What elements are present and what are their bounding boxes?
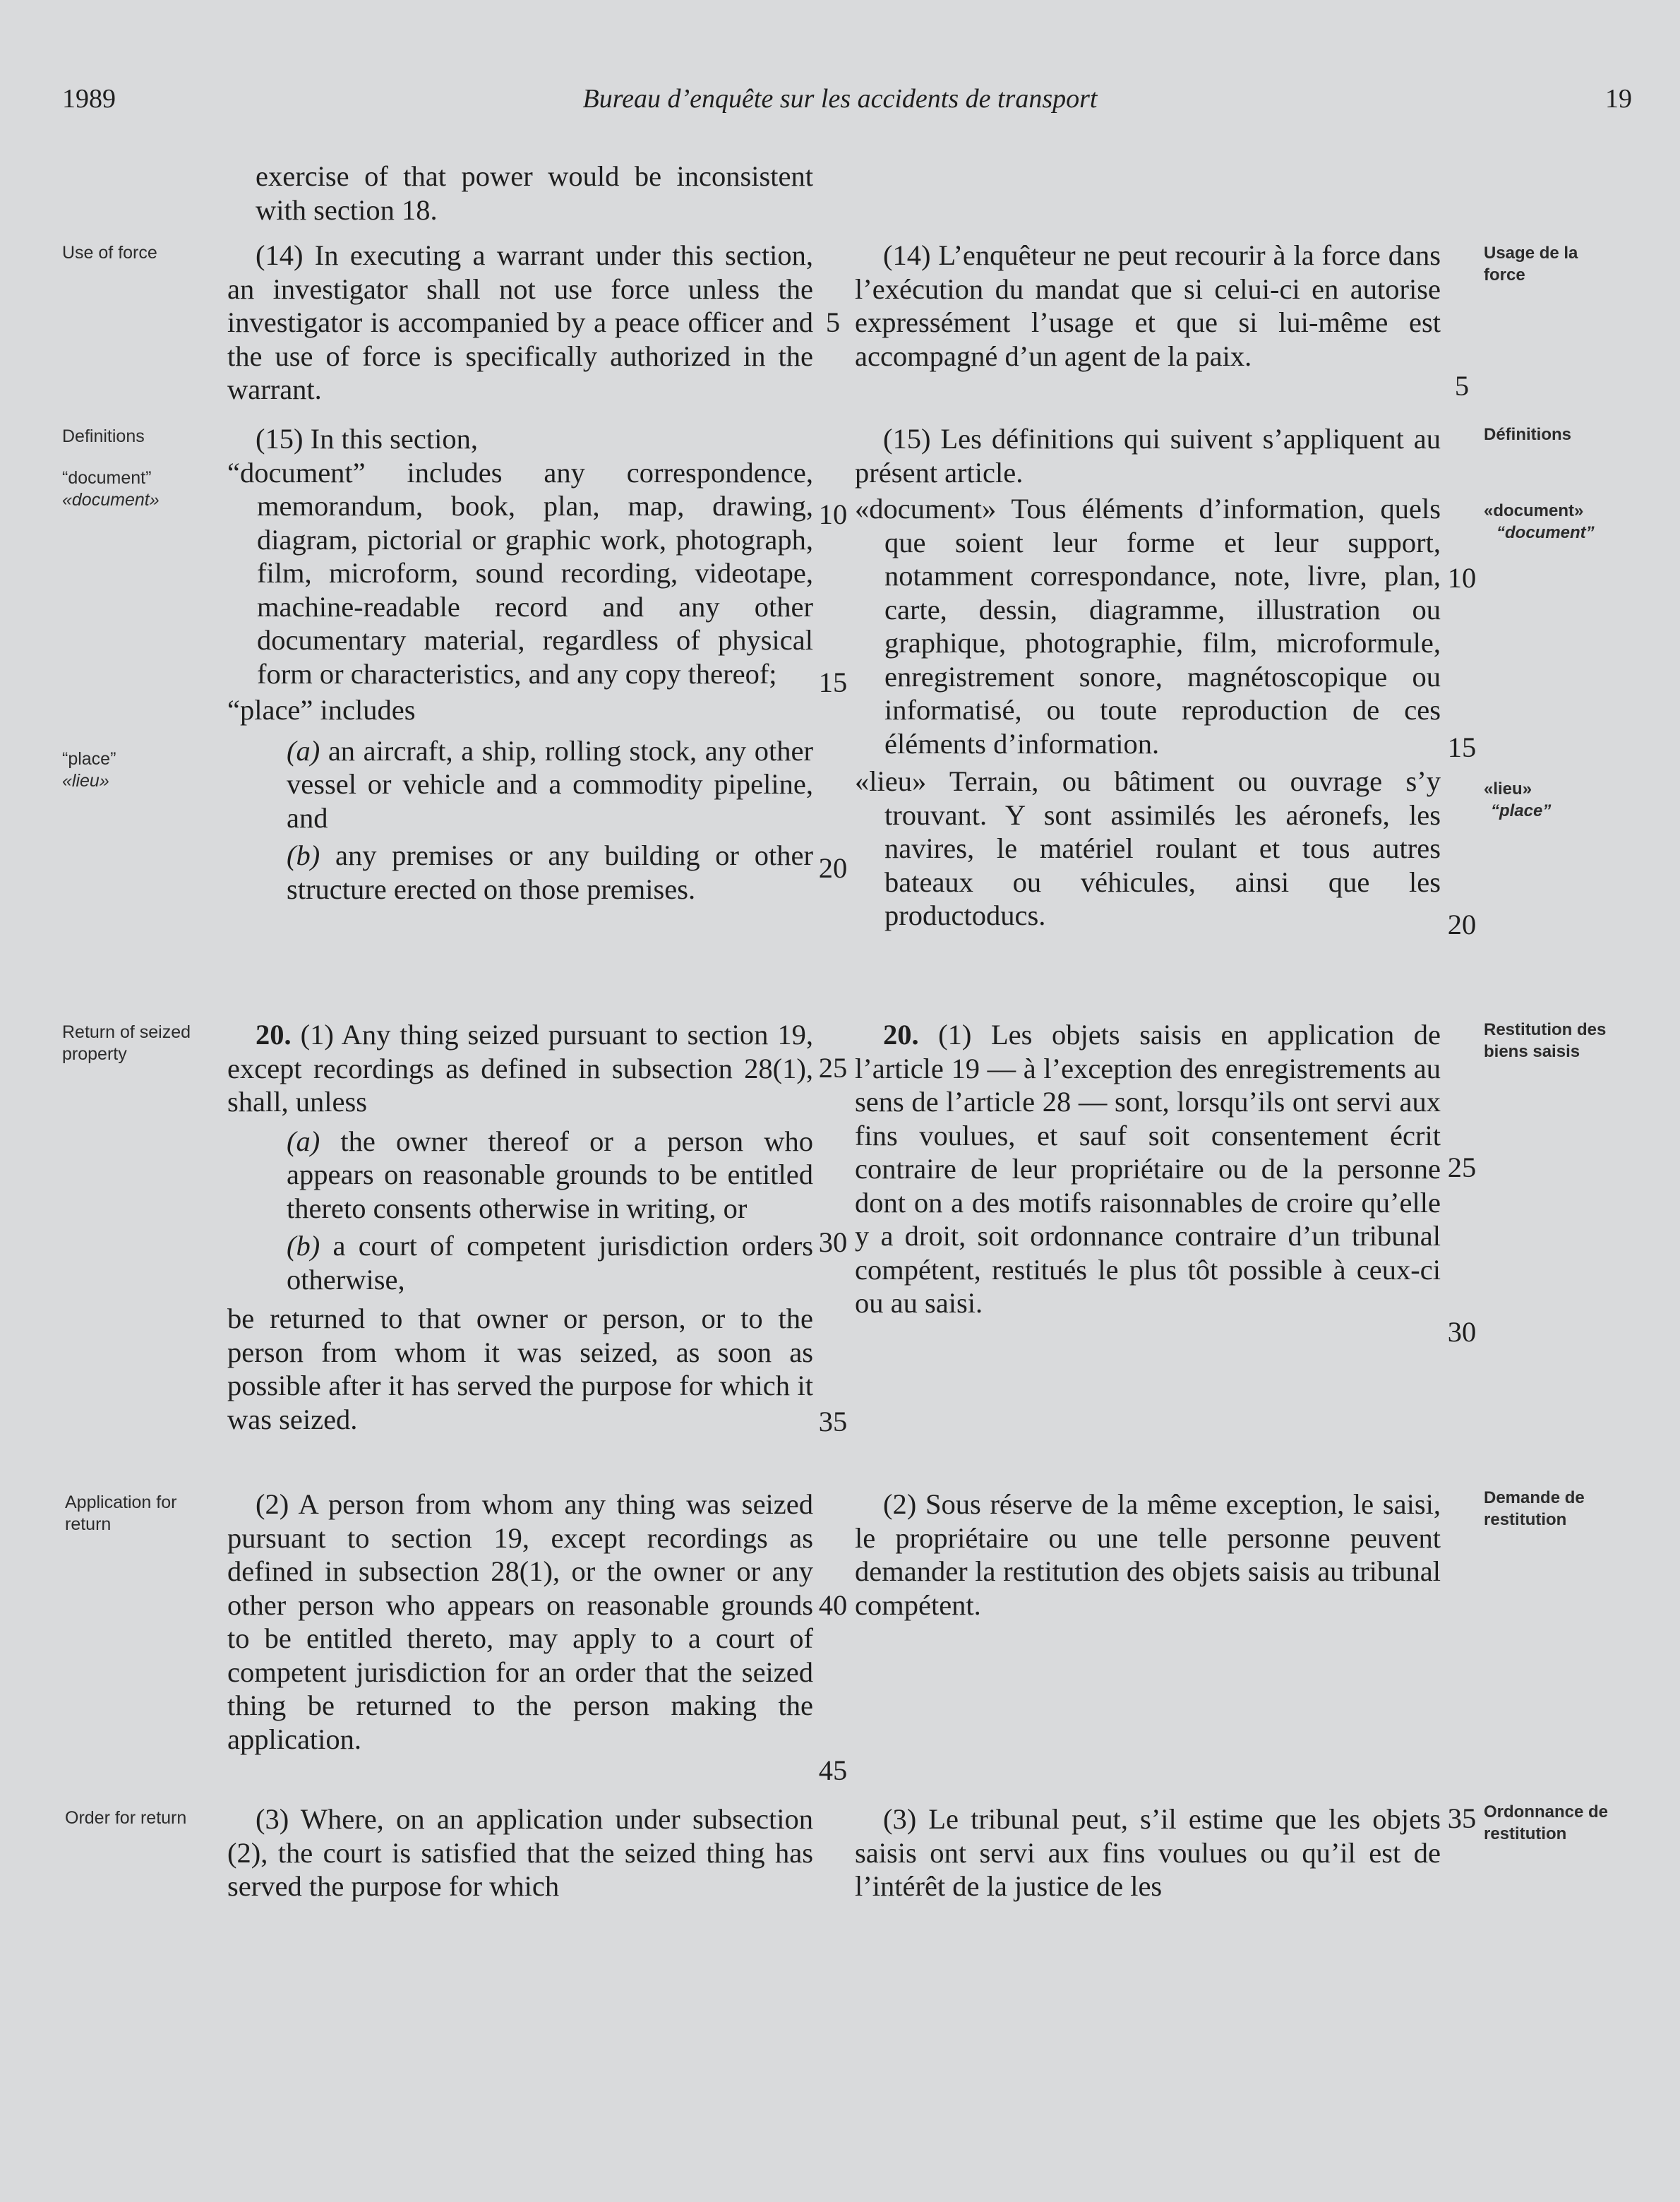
en-s20-b-label: (b) — [287, 1230, 320, 1262]
fr-section-14 — [855, 239, 1441, 373]
note-usage-force: Usage de la force — [1484, 244, 1578, 285]
note-return-seized: Return of seized property — [62, 1022, 191, 1064]
note-document — [62, 467, 196, 511]
en-s20-a-label: (a) — [287, 1125, 320, 1157]
fr-s20-1 — [855, 1018, 1441, 1320]
line-number: 10 — [818, 498, 848, 530]
en-s20-1-text: (1) Any thing seized pursuant to section 19, except recordings as defined in subsection 28(1), shall, unless — [227, 1019, 813, 1118]
en-place-a-text: an aircraft, a ship, rolling stock, any other vessel or vehicle and a commodity pipeline, and — [287, 734, 814, 834]
en-place-a — [227, 734, 813, 835]
en-place-b-text: any premises or any building or other structure erected on those premises. — [287, 839, 813, 905]
running-title: Bureau d’enquête sur les accidents de transport — [582, 84, 1098, 114]
fr-section-20 — [855, 1018, 1441, 1320]
en-place-b — [227, 839, 813, 906]
note-place-en: “place” — [62, 749, 116, 769]
en-place-b-label: (b) — [287, 839, 320, 871]
note-document-right-fr: «document» — [1484, 501, 1584, 520]
note-lieu-right — [1484, 778, 1625, 822]
en-s20-a — [227, 1125, 813, 1226]
en-s15-text: (15) In this section, — [256, 423, 478, 455]
en-s20-2-text: (2) A person from whom any thing was seized pursuant to section 19, except recordings as defined in subsection 28(1), or the owner or any other person who appears on reasonable grounds to be entitled thereto, may apply to a court of competent jurisdiction for an order that the seized thing be returned to the person making the application. — [227, 1488, 813, 1755]
note-definitions-fr: Définitions — [1484, 425, 1571, 444]
year: 1989 — [62, 84, 116, 114]
en-section-20 — [227, 1018, 813, 1436]
fr-s14-text: (14) L’enquêteur ne peut recourir à la force dans l’exécution du mandat que si celui-ci en autorise expressément l’usage et que si lui-même est accompagné d’un agent de la paix. — [855, 239, 1441, 372]
note-document-right — [1484, 500, 1667, 544]
note-place — [62, 748, 196, 792]
en-place-def: “place” includes — [227, 694, 416, 726]
en-s20-3-text: (3) Where, on an application under subsection (2), the court is satisfied that the seized thing has served the purpose for which — [227, 1803, 813, 1902]
fr-lieu-def: «lieu» Terrain, ou bâtiment ou ouvrage s’y trouvant. Y sont assimilés les aéronefs, les navires, le matériel roulant et tous autres bateaux ou véhicules, ainsi que les productoducs. — [855, 765, 1441, 931]
note-document-fr: «document» — [62, 490, 160, 510]
en-s20-a-text: the owner thereof or a person who appears on reasonable grounds to be entitled thereto consents otherwise in writing, or — [287, 1125, 813, 1224]
line-number: 30 — [818, 1226, 848, 1258]
note-definitions: Definitions — [62, 426, 145, 446]
en-section-14 — [227, 239, 813, 407]
page-number: 19 — [1605, 84, 1632, 114]
note-lieu-right-en: “place” — [1491, 801, 1552, 820]
line-number: 10 — [1447, 562, 1477, 594]
en-section-20-2 — [227, 1488, 813, 1756]
en-document-def: “document” includes any correspondence, memorandum, book, plan, map, drawing, diagram, pictorial or graphic work, photograph, film, microform, sound recording, videotape, machine-readable record and any other documentary material, regardless of physical form or characteristics, and any copy thereof; — [227, 456, 813, 690]
line-number: 35 — [818, 1406, 848, 1437]
fr-section-20-2 — [855, 1488, 1441, 1622]
line-number: 45 — [818, 1754, 848, 1786]
fr-section-20-3 — [855, 1802, 1441, 1903]
note-place-fr: «lieu» — [62, 771, 109, 791]
en-continuation — [227, 160, 813, 227]
en-s14-text: (14) In executing a warrant under this section, an investigator shall not use force unless the investigator is accompanied by a peace officer and the use of force is specifically authorized in the warrant. — [227, 239, 813, 405]
note-demande-restitution: Demande de restitution — [1484, 1488, 1585, 1529]
fr-s20-1-text: (1) Les objets saisis en application de l’article 19 — à l’exception des enregistrements au sens de l’article 28 — sont, lorsqu’ils ont servi aux fins voulues, et sauf soit consentement écrit contraire de leur propriétaire ou de la personne dont on a des motifs raisonnables de croire qu’elle y a droit, soit ordonnance contraire d’un tribunal compétent, restitués le plus tôt possible à ceux-ci ou au saisi. — [855, 1019, 1441, 1319]
fr-s20-3-text: (3) Le tribunal peut, s’il estime que les objets saisis ont servi aux fins voulues ou qu’il est de l’intérêt de la justice de les — [855, 1803, 1441, 1902]
line-number: 5 — [825, 306, 841, 338]
fr-s20-2-text: (2) Sous réserve de la même exception, le saisi, le propriétaire ou une telle personne peuvent demander la restitution des objets saisis au tribunal compétent. — [855, 1488, 1441, 1621]
line-number: 25 — [1447, 1151, 1477, 1183]
en-cont-text: exercise of that power would be inconsistent with section 18. — [256, 160, 813, 226]
line-number: 25 — [818, 1052, 848, 1084]
en-s20-number: 20. — [256, 1019, 292, 1051]
line-number: 20 — [818, 852, 848, 884]
line-number: 40 — [818, 1589, 848, 1621]
en-s20-b-text: a court of competent jurisdiction orders otherwise, — [287, 1230, 814, 1296]
fr-document-def: «document» Tous éléments d’information, quels que soient leur forme et leur support, notamment correspondance, note, livre, plan, carte, dessin, diagramme, illustration ou graphique, photographie, film, microformule, enregistrement sonore, magnétoscopique ou informatisé, ou toute reproduction de ces éléments d’information. — [855, 493, 1441, 760]
en-s20-1 — [227, 1018, 813, 1119]
note-restitution-biens: Restitution des biens saisis — [1484, 1020, 1607, 1061]
note-lieu-right-fr: «lieu» — [1484, 779, 1532, 798]
fr-s15-text: (15) Les définitions qui suivent s’appliquent au présent article. — [855, 423, 1441, 489]
note-ordonnance-restitution: Ordonnance de restitution — [1484, 1802, 1609, 1843]
en-s20-tail: be returned to that owner or person, or to the person from whom it was seized, as soon as possible after it has served the purpose for which it was seized. — [227, 1303, 813, 1435]
fr-section-15 — [855, 422, 1441, 933]
en-section-15 — [227, 422, 813, 906]
fr-s20-number: 20. — [883, 1019, 919, 1051]
note-document-en: “document” — [62, 468, 152, 488]
en-s20-b — [227, 1229, 813, 1296]
line-number: 30 — [1447, 1316, 1477, 1348]
en-section-20-3 — [227, 1802, 813, 1903]
note-application-return: Application for return — [65, 1492, 177, 1534]
line-number: 15 — [1447, 731, 1477, 763]
note-use-of-force: Use of force — [62, 243, 157, 263]
line-number: 15 — [818, 666, 848, 698]
line-number: 5 — [1454, 370, 1470, 402]
line-number: 20 — [1447, 909, 1477, 940]
en-place-a-label: (a) — [287, 734, 320, 767]
line-number: 35 — [1447, 1802, 1477, 1834]
note-order-return: Order for return — [65, 1808, 187, 1828]
note-document-right-en: “document” — [1496, 523, 1595, 542]
